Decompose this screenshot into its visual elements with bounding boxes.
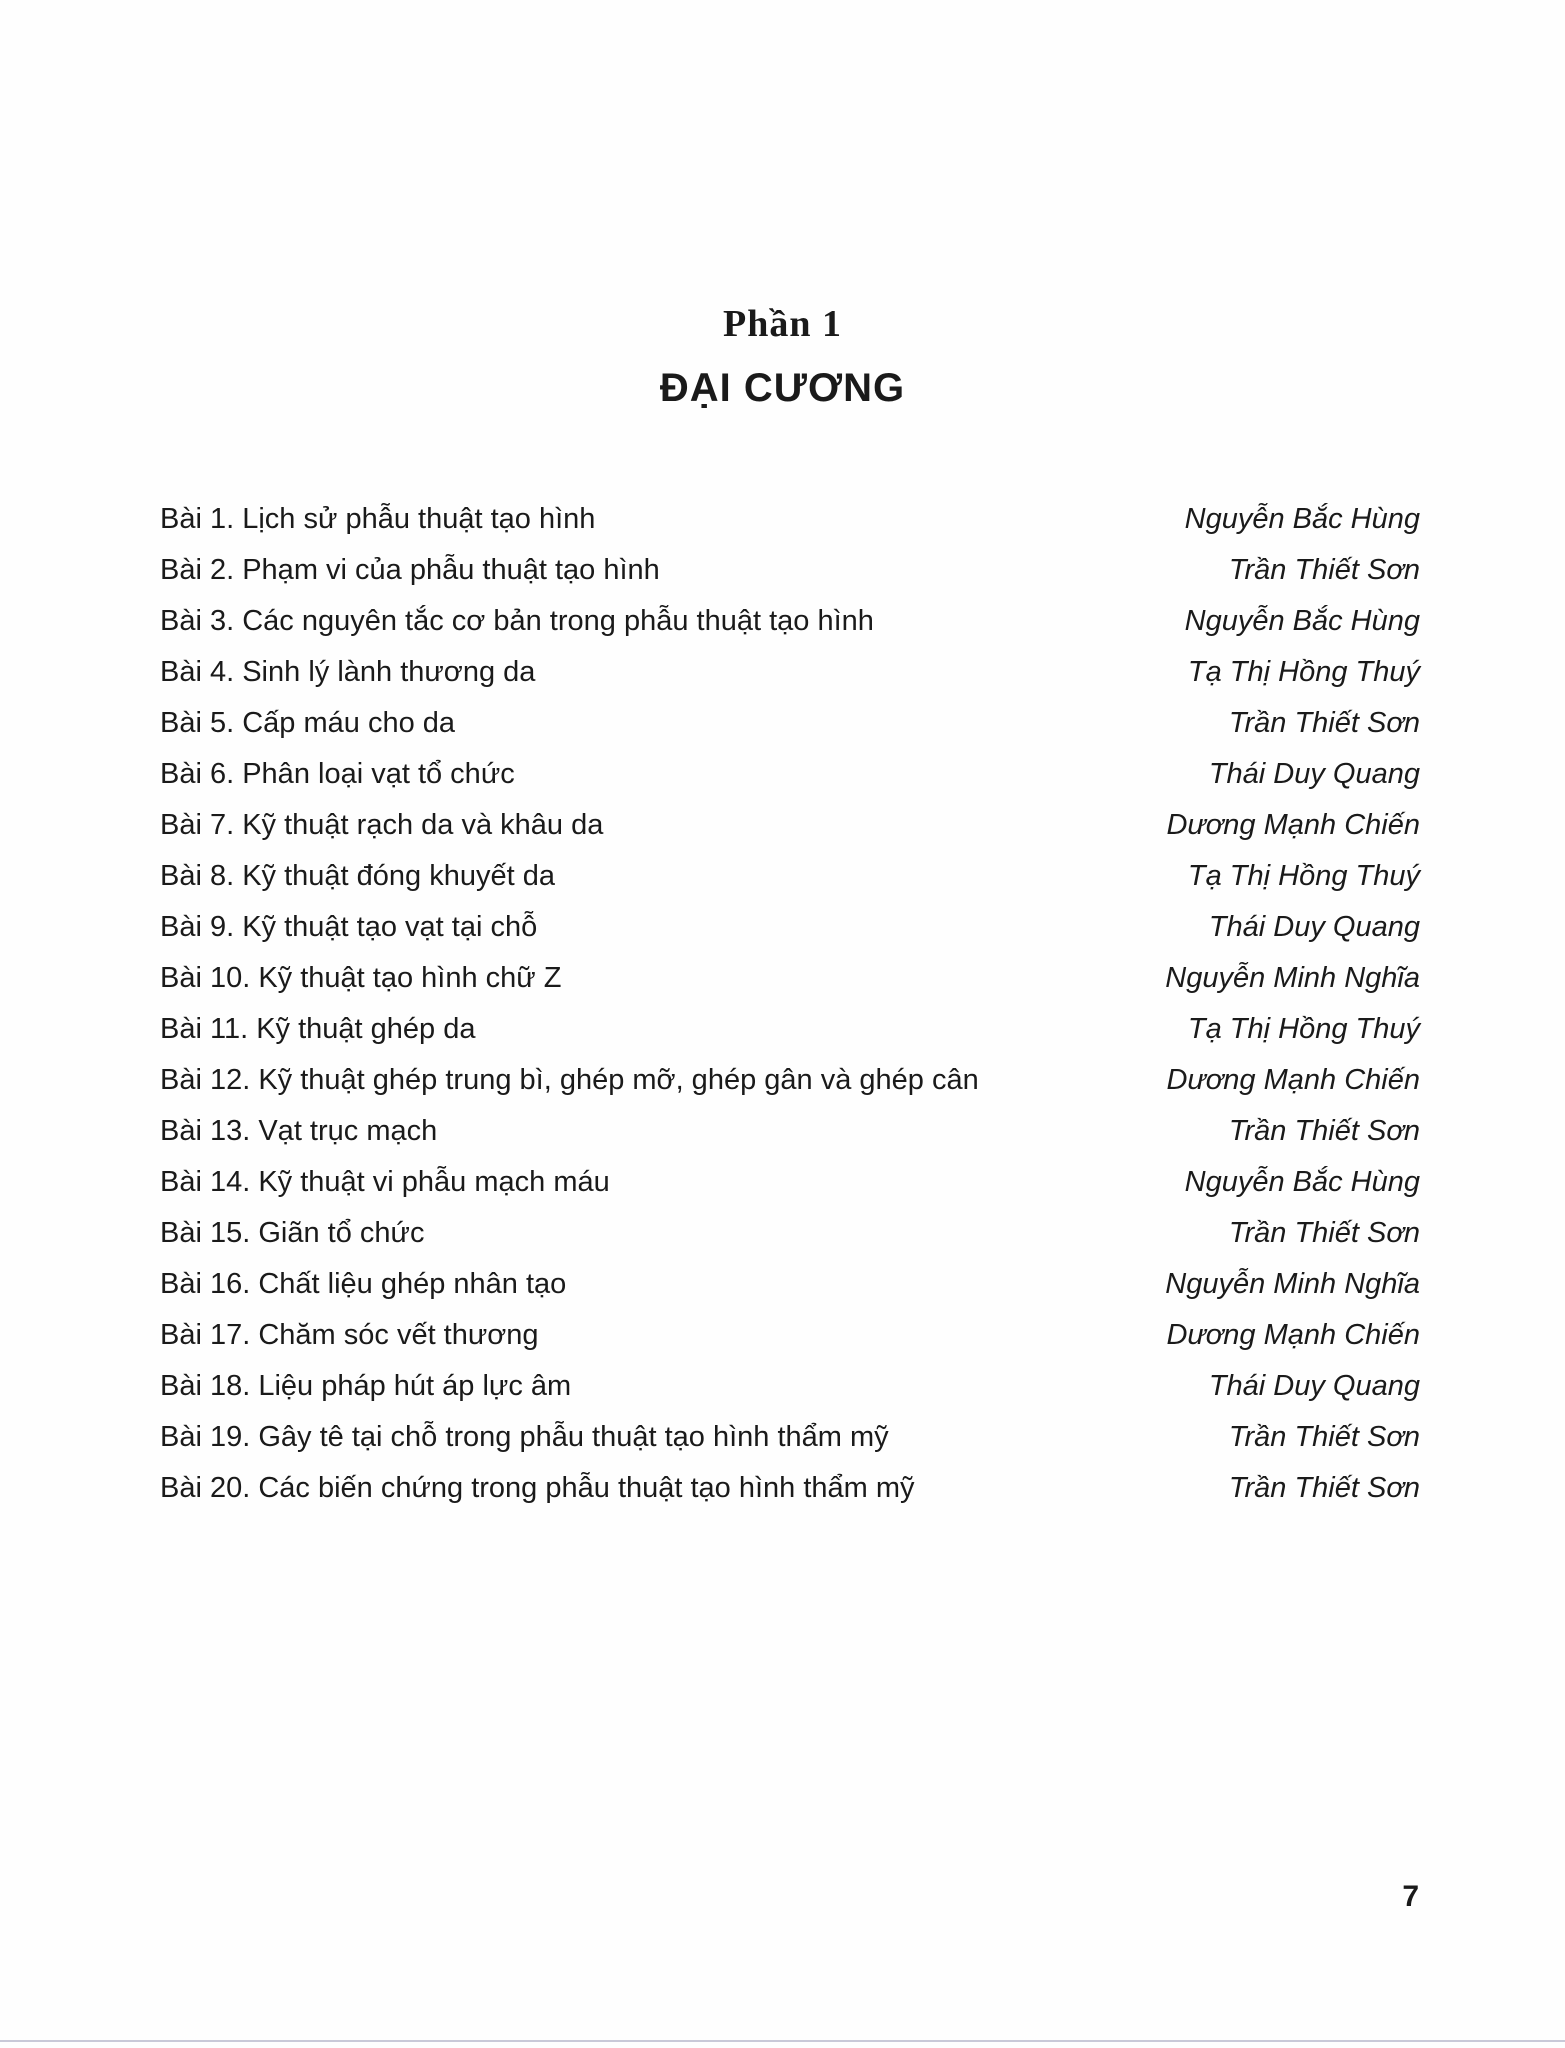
lesson-title: Bài 2. Phạm vi của phẫu thuật tạo hình — [160, 554, 660, 586]
toc-row — [160, 647, 1420, 698]
lesson-title: Bài 6. Phân loại vạt tổ chức — [160, 758, 515, 790]
lesson-author: Nguyễn Minh Nghĩa — [1165, 1268, 1420, 1300]
lesson-author: Thái Duy Quang — [1208, 911, 1420, 943]
lesson-title: Bài 1. Lịch sử phẫu thuật tạo hình — [160, 503, 596, 535]
lesson-title: Bài 11. Kỹ thuật ghép da — [160, 1013, 476, 1045]
toc-row — [160, 800, 1420, 851]
toc-row — [160, 1157, 1420, 1208]
lesson-title: Bài 9. Kỹ thuật tạo vạt tại chỗ — [160, 911, 538, 943]
lesson-title: Bài 15. Giãn tổ chức — [160, 1217, 425, 1249]
toc-row — [160, 1412, 1420, 1463]
lesson-author: Trần Thiết Sơn — [1228, 1115, 1420, 1147]
lesson-title: Bài 18. Liệu pháp hút áp lực âm — [160, 1370, 572, 1402]
lesson-author: Tạ Thị Hồng Thuý — [1187, 1013, 1420, 1045]
toc-row — [160, 1106, 1420, 1157]
lesson-author: Thái Duy Quang — [1208, 758, 1420, 790]
toc-row — [160, 545, 1420, 596]
lesson-author: Thái Duy Quang — [1208, 1370, 1420, 1402]
toc-row — [160, 1055, 1420, 1106]
lesson-author: Nguyễn Bắc Hùng — [1184, 605, 1420, 637]
toc-row — [160, 1361, 1420, 1412]
lesson-author: Tạ Thị Hồng Thuý — [1187, 860, 1420, 892]
lesson-author: Trần Thiết Sơn — [1228, 1421, 1420, 1453]
lesson-title: Bài 3. Các nguyên tắc cơ bản trong phẫu thuật tạo hình — [160, 605, 874, 637]
lesson-title: Bài 19. Gây tê tại chỗ trong phẫu thuật tạo hình thẩm mỹ — [160, 1421, 889, 1453]
lesson-title: Bài 13. Vạt trục mạch — [160, 1115, 438, 1147]
toc-row — [160, 1463, 1420, 1514]
toc-row — [160, 749, 1420, 800]
lesson-author: Trần Thiết Sơn — [1228, 1472, 1420, 1504]
lesson-author: Nguyễn Bắc Hùng — [1184, 503, 1420, 535]
lesson-author: Nguyễn Minh Nghĩa — [1165, 962, 1420, 994]
lesson-title: Bài 8. Kỹ thuật đóng khuyết da — [160, 860, 555, 892]
page-number: 7 — [1402, 1880, 1419, 1913]
page-bottom-edge — [0, 2040, 1565, 2042]
part-label: Phần 1 — [723, 303, 842, 345]
table-of-contents — [160, 494, 1420, 1514]
toc-row — [160, 1310, 1420, 1361]
lesson-author: Trần Thiết Sơn — [1228, 1217, 1420, 1249]
lesson-author: Dương Mạnh Chiến — [1166, 1319, 1420, 1351]
lesson-title: Bài 7. Kỹ thuật rạch da và khâu da — [160, 809, 604, 841]
lesson-title: Bài 16. Chất liệu ghép nhân tạo — [160, 1268, 567, 1300]
lesson-title: Bài 17. Chăm sóc vết thương — [160, 1319, 539, 1351]
lesson-author: Nguyễn Bắc Hùng — [1184, 1166, 1420, 1198]
lesson-author: Trần Thiết Sơn — [1228, 707, 1420, 739]
toc-row — [160, 1208, 1420, 1259]
lesson-title: Bài 14. Kỹ thuật vi phẫu mạch máu — [160, 1166, 610, 1198]
lesson-author: Trần Thiết Sơn — [1228, 554, 1420, 586]
lesson-title: Bài 5. Cấp máu cho da — [160, 707, 456, 739]
lesson-author: Tạ Thị Hồng Thuý — [1187, 656, 1420, 688]
toc-row — [160, 494, 1420, 545]
toc-row — [160, 596, 1420, 647]
toc-row — [160, 851, 1420, 902]
toc-row — [160, 902, 1420, 953]
toc-row — [160, 1004, 1420, 1055]
lesson-title: Bài 20. Các biến chứng trong phẫu thuật tạo hình thẩm mỹ — [160, 1472, 915, 1504]
toc-row — [160, 1259, 1420, 1310]
lesson-author: Dương Mạnh Chiến — [1166, 809, 1420, 841]
lesson-title: Bài 10. Kỹ thuật tạo hình chữ Z — [160, 962, 562, 994]
lesson-title: Bài 12. Kỹ thuật ghép trung bì, ghép mỡ, ghép gân và ghép cân — [160, 1064, 979, 1096]
lesson-title: Bài 4. Sinh lý lành thương da — [160, 656, 536, 688]
lesson-author: Dương Mạnh Chiến — [1166, 1064, 1420, 1096]
toc-row — [160, 698, 1420, 749]
toc-row — [160, 953, 1420, 1004]
part-title: ĐẠI CƯƠNG — [659, 366, 906, 410]
